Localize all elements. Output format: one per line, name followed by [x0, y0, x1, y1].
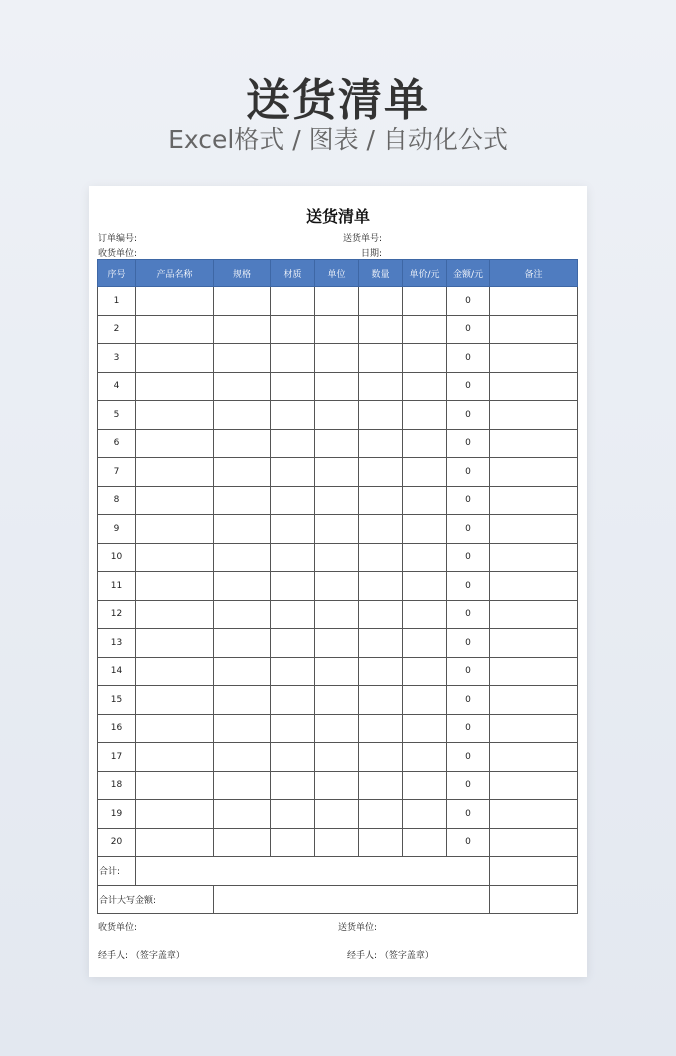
- hero-title: 送货清单: [246, 75, 430, 126]
- row-number-cell: 19: [98, 800, 136, 829]
- empty-cell[interactable]: [214, 515, 271, 544]
- empty-cell[interactable]: [136, 771, 214, 800]
- footer-receiver-unit-label: 收货单位:: [98, 923, 138, 933]
- table-header-row: [98, 260, 578, 287]
- empty-cell[interactable]: [214, 828, 271, 857]
- empty-cell[interactable]: [403, 629, 447, 658]
- empty-cell[interactable]: [271, 828, 315, 857]
- amount-cell: 0: [447, 372, 490, 401]
- row-number-cell: 2: [98, 315, 136, 344]
- row-number-cell: 11: [98, 572, 136, 601]
- table-row: [98, 401, 578, 430]
- empty-cell[interactable]: [403, 344, 447, 373]
- empty-cell[interactable]: [214, 486, 271, 515]
- footer-handler-right: 经手人: （签字盖章）: [347, 951, 434, 961]
- empty-cell[interactable]: [136, 657, 214, 686]
- empty-cell[interactable]: [136, 515, 214, 544]
- empty-cell[interactable]: [403, 372, 447, 401]
- total-upper-value-cell[interactable]: [214, 885, 490, 914]
- amount-cell: 0: [447, 515, 490, 544]
- table-row: [98, 315, 578, 344]
- empty-cell[interactable]: [359, 287, 403, 316]
- empty-cell[interactable]: [359, 800, 403, 829]
- column-header: 备注: [490, 260, 578, 287]
- footer-sender-unit-label: 送货单位:: [338, 923, 378, 933]
- empty-cell[interactable]: [271, 458, 315, 487]
- empty-cell[interactable]: [403, 686, 447, 715]
- empty-cell[interactable]: [271, 486, 315, 515]
- empty-cell[interactable]: [359, 515, 403, 544]
- table-row: [98, 771, 578, 800]
- row-number-cell: 6: [98, 429, 136, 458]
- empty-cell[interactable]: [359, 315, 403, 344]
- empty-cell[interactable]: [359, 771, 403, 800]
- empty-cell[interactable]: [490, 458, 578, 487]
- hero-subtitle: Excel格式 / 图表 / 自动化公式: [168, 125, 508, 154]
- footer-handler-left: 经手人: （签字盖章）: [98, 951, 185, 961]
- empty-cell[interactable]: [315, 771, 359, 800]
- empty-cell[interactable]: [359, 429, 403, 458]
- empty-cell[interactable]: [214, 657, 271, 686]
- table-row: [98, 543, 578, 572]
- table-row: [98, 600, 578, 629]
- empty-cell[interactable]: [490, 828, 578, 857]
- empty-cell[interactable]: [359, 543, 403, 572]
- table-row: [98, 429, 578, 458]
- row-number-cell: 13: [98, 629, 136, 658]
- row-number-cell: 14: [98, 657, 136, 686]
- amount-cell: 0: [447, 771, 490, 800]
- empty-cell[interactable]: [214, 287, 271, 316]
- amount-cell: 0: [447, 315, 490, 344]
- empty-cell[interactable]: [271, 401, 315, 430]
- empty-cell[interactable]: [490, 629, 578, 658]
- empty-cell[interactable]: [214, 629, 271, 658]
- column-header: 产品名称: [136, 260, 214, 287]
- row-number-cell: 3: [98, 344, 136, 373]
- empty-cell[interactable]: [271, 800, 315, 829]
- empty-cell[interactable]: [271, 515, 315, 544]
- empty-cell[interactable]: [490, 315, 578, 344]
- row-number-cell: 5: [98, 401, 136, 430]
- empty-cell[interactable]: [136, 800, 214, 829]
- table-row: [98, 515, 578, 544]
- empty-cell[interactable]: [271, 372, 315, 401]
- empty-cell[interactable]: [136, 714, 214, 743]
- empty-cell[interactable]: [271, 543, 315, 572]
- empty-cell[interactable]: [490, 515, 578, 544]
- empty-cell[interactable]: [315, 572, 359, 601]
- empty-cell[interactable]: [490, 572, 578, 601]
- row-number-cell: 20: [98, 828, 136, 857]
- column-header: 序号: [98, 260, 136, 287]
- empty-cell[interactable]: [403, 657, 447, 686]
- table-row: [98, 657, 578, 686]
- table-row: [98, 458, 578, 487]
- empty-cell[interactable]: [315, 344, 359, 373]
- empty-cell[interactable]: [136, 486, 214, 515]
- amount-cell: 0: [447, 686, 490, 715]
- empty-cell[interactable]: [136, 344, 214, 373]
- empty-cell[interactable]: [315, 458, 359, 487]
- table-row: [98, 372, 578, 401]
- empty-cell[interactable]: [490, 800, 578, 829]
- empty-cell[interactable]: [359, 486, 403, 515]
- table-row: [98, 486, 578, 515]
- amount-cell: 0: [447, 629, 490, 658]
- empty-cell[interactable]: [315, 287, 359, 316]
- column-header: 规格: [214, 260, 271, 287]
- row-number-cell: 17: [98, 743, 136, 772]
- table-row: [98, 344, 578, 373]
- amount-cell: 0: [447, 401, 490, 430]
- empty-cell[interactable]: [359, 401, 403, 430]
- amount-cell: 0: [447, 458, 490, 487]
- empty-cell[interactable]: [490, 486, 578, 515]
- table-row: [98, 800, 578, 829]
- row-number-cell: 4: [98, 372, 136, 401]
- empty-cell[interactable]: [271, 600, 315, 629]
- amount-cell: 0: [447, 828, 490, 857]
- empty-cell[interactable]: [315, 486, 359, 515]
- empty-cell[interactable]: [490, 743, 578, 772]
- empty-cell[interactable]: [490, 401, 578, 430]
- empty-cell[interactable]: [136, 600, 214, 629]
- total-label: 合计:: [98, 857, 136, 886]
- empty-cell[interactable]: [403, 401, 447, 430]
- column-header: 数量: [359, 260, 403, 287]
- empty-cell[interactable]: [271, 315, 315, 344]
- empty-cell[interactable]: [359, 743, 403, 772]
- row-number-cell: 10: [98, 543, 136, 572]
- empty-cell[interactable]: [136, 287, 214, 316]
- empty-cell[interactable]: [490, 372, 578, 401]
- empty-cell[interactable]: [136, 743, 214, 772]
- empty-cell[interactable]: [136, 828, 214, 857]
- empty-cell[interactable]: [136, 401, 214, 430]
- amount-cell: 0: [447, 600, 490, 629]
- empty-cell[interactable]: [490, 771, 578, 800]
- amount-cell: 0: [447, 743, 490, 772]
- empty-cell[interactable]: [490, 344, 578, 373]
- row-number-cell: 16: [98, 714, 136, 743]
- empty-cell[interactable]: [136, 458, 214, 487]
- empty-cell[interactable]: [214, 743, 271, 772]
- total-upper-label: 合计大写金额:: [98, 885, 214, 914]
- row-number-cell: 12: [98, 600, 136, 629]
- total-upper-remark-cell[interactable]: [490, 885, 578, 914]
- empty-cell[interactable]: [271, 743, 315, 772]
- empty-cell[interactable]: [490, 429, 578, 458]
- delivery-no-label: 送货单号:: [343, 234, 383, 244]
- empty-cell[interactable]: [490, 600, 578, 629]
- table-row: [98, 572, 578, 601]
- empty-cell[interactable]: [271, 657, 315, 686]
- empty-cell[interactable]: [315, 828, 359, 857]
- sheet-title: 送货清单: [305, 207, 370, 226]
- empty-cell[interactable]: [214, 771, 271, 800]
- amount-cell: 0: [447, 486, 490, 515]
- empty-cell[interactable]: [271, 429, 315, 458]
- empty-cell[interactable]: [271, 629, 315, 658]
- empty-cell[interactable]: [271, 287, 315, 316]
- row-number-cell: 18: [98, 771, 136, 800]
- empty-cell[interactable]: [315, 743, 359, 772]
- empty-cell[interactable]: [315, 315, 359, 344]
- row-number-cell: 7: [98, 458, 136, 487]
- empty-cell[interactable]: [359, 686, 403, 715]
- table-row: [98, 743, 578, 772]
- column-header: 金额/元: [447, 260, 490, 287]
- empty-cell[interactable]: [214, 401, 271, 430]
- empty-cell[interactable]: [136, 315, 214, 344]
- column-header: 材质: [271, 260, 315, 287]
- empty-cell[interactable]: [315, 714, 359, 743]
- empty-cell[interactable]: [214, 572, 271, 601]
- empty-cell[interactable]: [490, 287, 578, 316]
- empty-cell[interactable]: [403, 543, 447, 572]
- empty-cell[interactable]: [214, 800, 271, 829]
- table-row: [98, 686, 578, 715]
- empty-cell[interactable]: [490, 543, 578, 572]
- empty-cell[interactable]: [403, 800, 447, 829]
- empty-cell[interactable]: [315, 686, 359, 715]
- empty-cell[interactable]: [403, 828, 447, 857]
- empty-cell[interactable]: [359, 828, 403, 857]
- empty-cell[interactable]: [315, 800, 359, 829]
- table-row: [98, 287, 578, 316]
- amount-cell: 0: [447, 287, 490, 316]
- empty-cell[interactable]: [490, 657, 578, 686]
- total-value-cell[interactable]: [136, 857, 490, 886]
- empty-cell[interactable]: [136, 429, 214, 458]
- column-header: 单价/元: [403, 260, 447, 287]
- empty-cell[interactable]: [214, 458, 271, 487]
- empty-cell[interactable]: [359, 458, 403, 487]
- date-label: 日期:: [361, 249, 383, 259]
- empty-cell[interactable]: [271, 572, 315, 601]
- empty-cell[interactable]: [403, 515, 447, 544]
- empty-cell[interactable]: [359, 600, 403, 629]
- empty-cell[interactable]: [271, 686, 315, 715]
- empty-cell[interactable]: [136, 629, 214, 658]
- empty-cell[interactable]: [271, 344, 315, 373]
- total-remark-cell[interactable]: [490, 857, 578, 886]
- empty-cell[interactable]: [403, 743, 447, 772]
- empty-cell[interactable]: [315, 515, 359, 544]
- empty-cell[interactable]: [315, 629, 359, 658]
- empty-cell[interactable]: [214, 315, 271, 344]
- empty-cell[interactable]: [315, 429, 359, 458]
- empty-cell[interactable]: [136, 543, 214, 572]
- empty-cell[interactable]: [315, 657, 359, 686]
- empty-cell[interactable]: [403, 486, 447, 515]
- empty-cell[interactable]: [359, 629, 403, 658]
- empty-cell[interactable]: [359, 657, 403, 686]
- receiver-unit-label: 收货单位:: [98, 249, 138, 259]
- total-upper-row: [98, 885, 578, 914]
- row-number-cell: 8: [98, 486, 136, 515]
- delivery-table: [97, 259, 578, 914]
- empty-cell[interactable]: [136, 372, 214, 401]
- empty-cell[interactable]: [403, 315, 447, 344]
- empty-cell[interactable]: [214, 344, 271, 373]
- empty-cell[interactable]: [214, 372, 271, 401]
- column-header: 单位: [315, 260, 359, 287]
- delivery-sheet: [89, 186, 587, 977]
- empty-cell[interactable]: [214, 429, 271, 458]
- empty-cell[interactable]: [271, 771, 315, 800]
- empty-cell[interactable]: [359, 372, 403, 401]
- row-number-cell: 15: [98, 686, 136, 715]
- table-row: [98, 714, 578, 743]
- amount-cell: 0: [447, 714, 490, 743]
- order-no-label: 订单编号:: [98, 234, 138, 244]
- amount-cell: 0: [447, 429, 490, 458]
- empty-cell[interactable]: [403, 458, 447, 487]
- empty-cell[interactable]: [403, 429, 447, 458]
- empty-cell[interactable]: [403, 287, 447, 316]
- empty-cell[interactable]: [315, 600, 359, 629]
- empty-cell[interactable]: [403, 771, 447, 800]
- empty-cell[interactable]: [315, 372, 359, 401]
- empty-cell[interactable]: [403, 572, 447, 601]
- empty-cell[interactable]: [136, 572, 214, 601]
- row-number-cell: 1: [98, 287, 136, 316]
- empty-cell[interactable]: [214, 543, 271, 572]
- row-number-cell: 9: [98, 515, 136, 544]
- table-row: [98, 828, 578, 857]
- amount-cell: 0: [447, 657, 490, 686]
- amount-cell: 0: [447, 543, 490, 572]
- empty-cell[interactable]: [490, 686, 578, 715]
- amount-cell: 0: [447, 344, 490, 373]
- amount-cell: 0: [447, 572, 490, 601]
- empty-cell[interactable]: [271, 714, 315, 743]
- empty-cell[interactable]: [136, 686, 214, 715]
- empty-cell[interactable]: [403, 600, 447, 629]
- empty-cell[interactable]: [214, 714, 271, 743]
- table-row: [98, 629, 578, 658]
- empty-cell[interactable]: [359, 344, 403, 373]
- empty-cell[interactable]: [214, 600, 271, 629]
- total-row: [98, 857, 578, 886]
- empty-cell[interactable]: [403, 714, 447, 743]
- amount-cell: 0: [447, 800, 490, 829]
- empty-cell[interactable]: [490, 714, 578, 743]
- empty-cell[interactable]: [315, 543, 359, 572]
- empty-cell[interactable]: [359, 572, 403, 601]
- empty-cell[interactable]: [359, 714, 403, 743]
- empty-cell[interactable]: [315, 401, 359, 430]
- empty-cell[interactable]: [214, 686, 271, 715]
